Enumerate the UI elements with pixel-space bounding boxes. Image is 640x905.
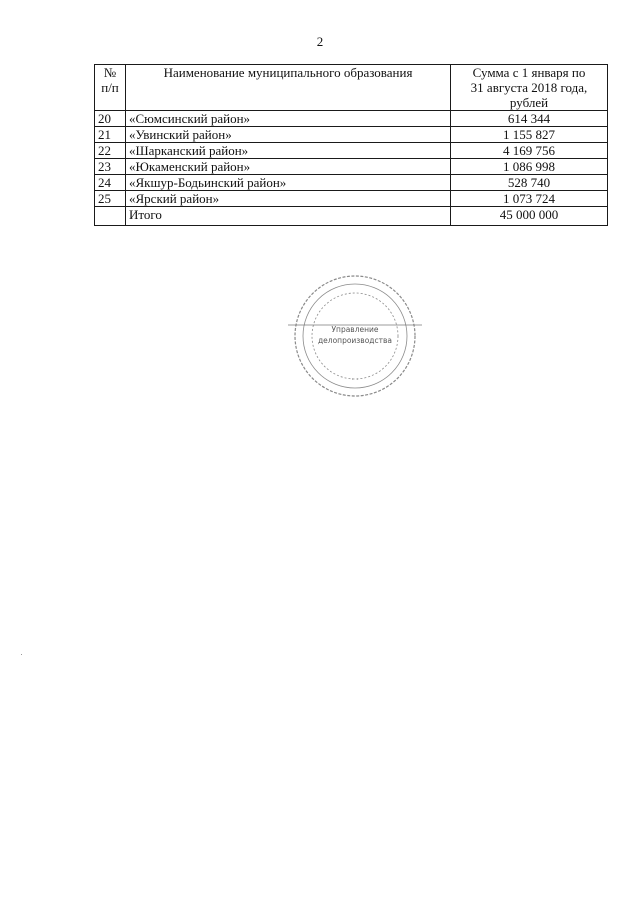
- header-municipality-name: Наименование муниципального образования: [126, 65, 451, 111]
- header-number-abbr: п/п: [101, 80, 119, 95]
- municipal-sums-table: [94, 64, 608, 226]
- seal-text-line-1: Управление: [331, 325, 379, 334]
- table-row: [95, 175, 608, 191]
- table-row: [95, 191, 608, 207]
- table-header-row: [95, 65, 608, 111]
- row-sum: 4 169 756: [451, 143, 608, 159]
- row-municipality-name: «Юкаменский район»: [126, 159, 451, 175]
- row-number: 24: [95, 175, 126, 191]
- row-municipality-name: «Ярский район»: [126, 191, 451, 207]
- table-row: [95, 159, 608, 175]
- scan-speck: [21, 654, 22, 655]
- total-label: Итого: [126, 207, 451, 226]
- header-number-symbol: №: [103, 65, 117, 80]
- seal-bottom-marks: · ·: [351, 375, 359, 384]
- header-number: [95, 65, 126, 111]
- header-sum-line-3: рублей: [509, 95, 549, 110]
- page-number: 2: [316, 34, 324, 49]
- header-sum-line-2: 31 августа 2018 года,: [470, 80, 588, 95]
- table-row: [95, 111, 608, 127]
- table-row: [95, 127, 608, 143]
- table-row: [95, 143, 608, 159]
- row-municipality-name: «Якшур-Бодьинский район»: [126, 175, 451, 191]
- row-number: 20: [95, 111, 126, 127]
- row-municipality-name: «Шарканский район»: [126, 143, 451, 159]
- row-municipality-name: «Сюмсинский район»: [126, 111, 451, 127]
- table-total-row: [95, 207, 608, 226]
- row-sum: 614 344: [451, 111, 608, 127]
- row-sum: 1 073 724: [451, 191, 608, 207]
- total-number-empty: [95, 207, 126, 226]
- row-number: 23: [95, 159, 126, 175]
- seal-text-line-2: делопроизводства: [317, 336, 393, 345]
- row-number: 25: [95, 191, 126, 207]
- row-number: 21: [95, 127, 126, 143]
- row-sum: 528 740: [451, 175, 608, 191]
- total-sum: 45 000 000: [451, 207, 608, 226]
- row-sum: 1 155 827: [451, 127, 608, 143]
- official-seal: [282, 270, 428, 400]
- row-municipality-name: «Увинский район»: [126, 127, 451, 143]
- row-number: 22: [95, 143, 126, 159]
- seal-graphic: [282, 270, 428, 400]
- header-sum: [451, 65, 608, 111]
- row-sum: 1 086 998: [451, 159, 608, 175]
- header-sum-line-1: Сумма с 1 января по: [472, 65, 586, 80]
